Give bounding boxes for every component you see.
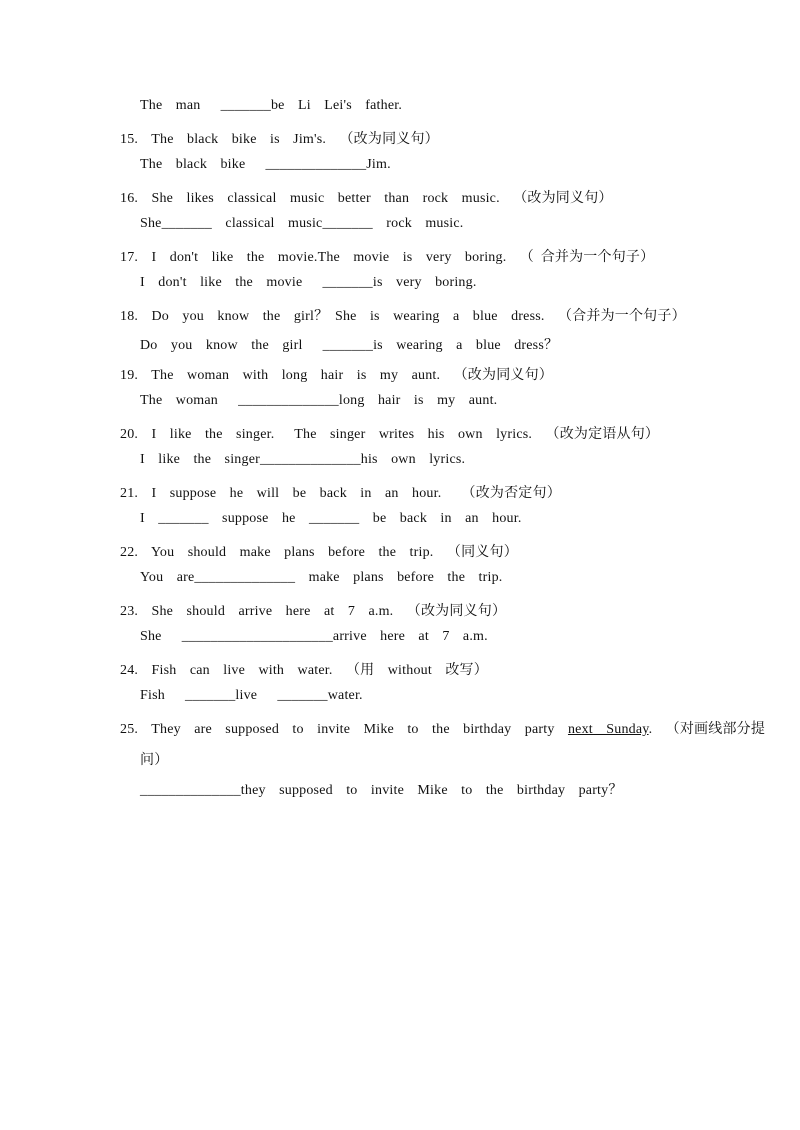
answer-line-16: She_______ classical music_______ rock music. — [140, 216, 464, 231]
answer-line-20: I like the singer______________his own lyrics. — [140, 452, 466, 467]
question-16: 16. She likes classical music better than rock music. （改为同义句） — [120, 191, 613, 206]
answer-line-24: Fish _______live _______water. — [140, 688, 363, 703]
question-22: 22. You should make plans before the trip. （同义句） — [120, 545, 518, 560]
answer-line-17: I don't like the movie _______is very boring. — [140, 275, 477, 290]
question-25-prefix: 25. They are supposed to invite Mike to the birthday party — [120, 722, 568, 737]
question-17: 17. I don't like the movie.The movie is very boring. （ 合并为一个句子） — [120, 250, 655, 265]
question-18: 18. Do you know the girl？ She is wearing a blue dress. （合并为一个句子） — [120, 309, 686, 324]
question-25-underlined-part: next Sunday — [567, 722, 649, 737]
question-25-suffix: . （对画线部分提 — [648, 722, 766, 737]
answer-line-23: She _____________________arrive here at 7 a.m. — [140, 629, 488, 644]
question-23: 23. She should arrive here at 7 a.m. （改为同义句） — [120, 604, 507, 619]
answer-line-21: I _______ suppose he _______ be back in an hour. — [140, 511, 522, 526]
answer-line-22: You are______________ make plans before the trip. — [140, 570, 503, 585]
question-20: 20. I like the singer. The singer writes his own lyrics. （改为定语从句） — [120, 427, 660, 442]
answer-line-19: The woman ______________long hair is my aunt. — [140, 393, 498, 408]
answer-line-14: The man _______be Li Lei's father. — [140, 98, 403, 113]
question-24: 24. Fish can live with water. （用 without 改写） — [120, 663, 488, 678]
question-21: 21. I suppose he will be back in an hour. （改为否定句） — [120, 486, 561, 501]
answer-line-15: The black bike ______________Jim. — [140, 157, 391, 172]
question-25 — [120, 718, 765, 738]
answer-line-25: ______________they supposed to invite Mike to the birthday party？ — [140, 783, 623, 798]
question-15: 15. The black bike is Jim's. （改为同义句） — [120, 132, 439, 147]
answer-line-18: Do you know the girl _______is wearing a blue dress？ — [140, 338, 559, 353]
question-25-continuation: 问） — [140, 753, 169, 768]
question-19: 19. The woman with long hair is my aunt. （改为同义句） — [120, 368, 554, 383]
